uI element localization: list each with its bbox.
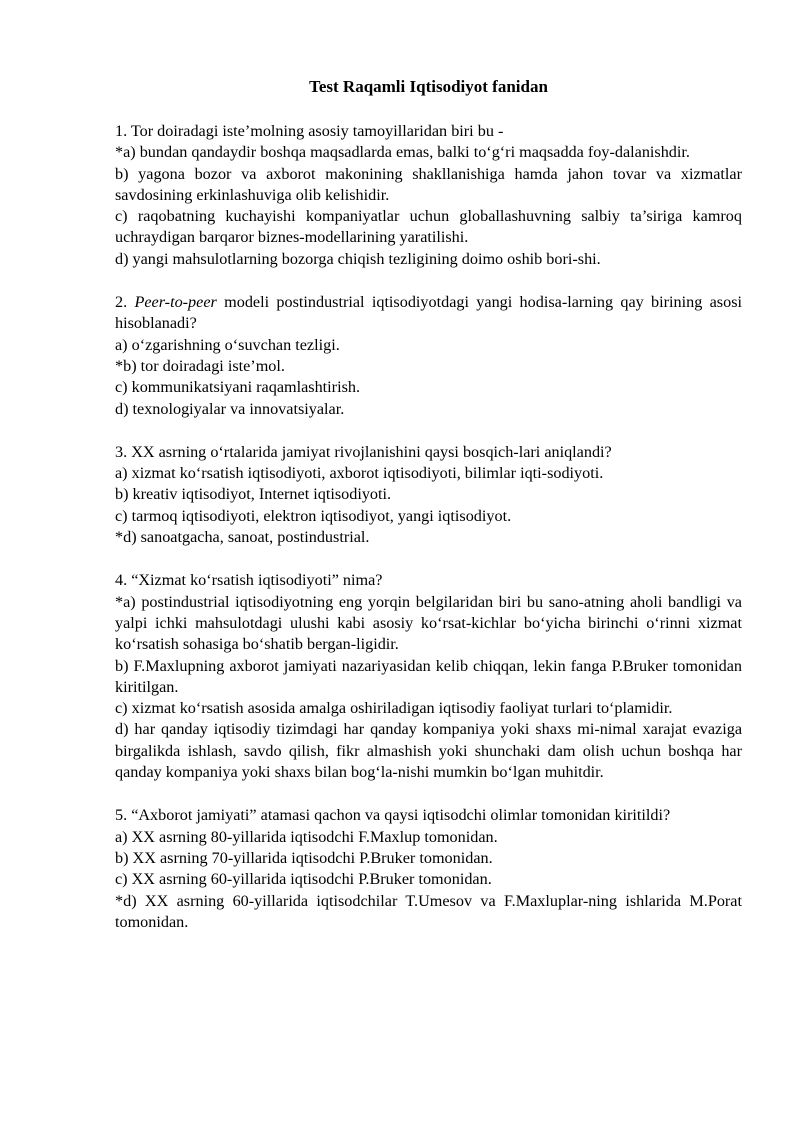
question-4	[115, 570, 742, 783]
question-text: 4. “Xizmat ko‘rsatish iqtisodiyoti” nima?	[115, 571, 383, 590]
answer-option: c) raqobatning kuchayishi kompaniyatlar uchun globallashuvning salbiy ta’siriga kamroq uchraydigan barqaror biznes-modellarining yaratilishi.	[115, 207, 742, 247]
answer-option: d) yangi mahsulotlarning bozorga chiqish tezligining doimo oshib bori-shi.	[115, 249, 601, 268]
answer-option: a) o‘zgarishning o‘suvchan tezligi.	[115, 335, 340, 354]
question-text: 5. “Axborot jamiyati” atamasi qachon va qaysi iqtisodchi olimlar tomonidan kiritildi?	[115, 806, 671, 825]
answer-option: b) F.Maxlupning axborot jamiyati nazariyasidan kelib chiqqan, lekin fanga P.Bruker tomonidan kiritilgan.	[115, 656, 742, 696]
answer-option: d) texnologiyalar va innovatsiyalar.	[115, 399, 345, 418]
answer-option: *a) bundan qandaydir boshqa maqsadlarda emas, balki to‘g‘ri maqsadda foy-dalanishdir.	[115, 143, 690, 162]
answer-option: b) yagona bozor va axborot makonining shakllanishiga hamda jahon tovar va xizmatlar savdosining erkinlashuviga olib kelishidir.	[115, 164, 742, 204]
question-5	[115, 805, 742, 933]
question-body: modeli postindustrial iqtisodiyotdagi yangi hodisa-larning qay birining asosi hisoblanadi?	[115, 293, 743, 333]
answer-option: c) kommunikatsiyani raqamlashtirish.	[115, 378, 361, 397]
answer-option: b) kreativ iqtisodiyot, Internet iqtisodiyoti.	[115, 485, 392, 504]
italic-term: Peer-to-peer	[134, 293, 217, 312]
answer-option: *b) tor doiradagi iste’mol.	[115, 356, 285, 375]
question-text	[115, 292, 742, 335]
question-number: 2.	[115, 293, 135, 312]
answer-option: a) XX asrning 80-yillarida iqtisodchi F.Maxlup tomonidan.	[115, 827, 498, 846]
answer-option: *d) XX asrning 60-yillarida iqtisodchilar T.Umesov va F.Maxluplar-ning ishlarida M.Porat tomonidan.	[115, 891, 742, 931]
question-3	[115, 442, 742, 548]
answer-option: c) xizmat ko‘rsatish asosida amalga oshiriladigan iqtisodiy faoliyat turlari to‘plamidir.	[115, 699, 673, 718]
answer-option: c) XX asrning 60-yillarida iqtisodchi P.Bruker tomonidan.	[115, 870, 492, 889]
answer-option: b) XX asrning 70-yillarida iqtisodchi P.Bruker tomonidan.	[115, 848, 493, 867]
answer-option: d) har qanday iqtisodiy tizimdagi har qanday kompaniya yoki shaxs mi-nimal xarajat evaziga birgalikda ishlash, savdo qilish, fikr almashish yoki shunchaki dam olish uchun boshqa har qanday kompaniya yoki shaxs bilan bog‘la-nishi mumkin bo‘lgan muhitdir.	[115, 720, 742, 782]
question-text: 3. XX asrning o‘rtalarida jamiyat rivojlanishini qaysi bosqich-lari aniqlandi?	[115, 442, 612, 461]
answer-option: *d) sanoatgacha, sanoat, postindustrial.	[115, 528, 370, 547]
question-2	[115, 292, 742, 420]
answer-option: a) xizmat ko‘rsatish iqtisodiyoti, axborot iqtisodiyoti, bilimlar iqti-sodiyoti.	[115, 464, 604, 483]
question-1	[115, 121, 742, 270]
question-text: 1. Tor doiradagi iste’molning asosiy tamoyillaridan biri bu -	[115, 122, 504, 140]
answer-option: c) tarmoq iqtisodiyoti, elektron iqtisodiyot, yangi iqtisodiyot.	[115, 506, 512, 525]
document-title: Test Raqamli Iqtisodiyot fanidan	[309, 77, 548, 96]
answer-option: *a) postindustrial iqtisodiyotning eng yorqin belgilaridan biri bu sano-atning aholi bandligi va yalpi ichki mahsulotdagi ulushi kabi asosiy ko‘rsat-kichlar bo‘yicha birinchi o‘rinni xizmat ko‘rsatish sohasiga bo‘shatib bergan-ligidir.	[115, 592, 742, 654]
